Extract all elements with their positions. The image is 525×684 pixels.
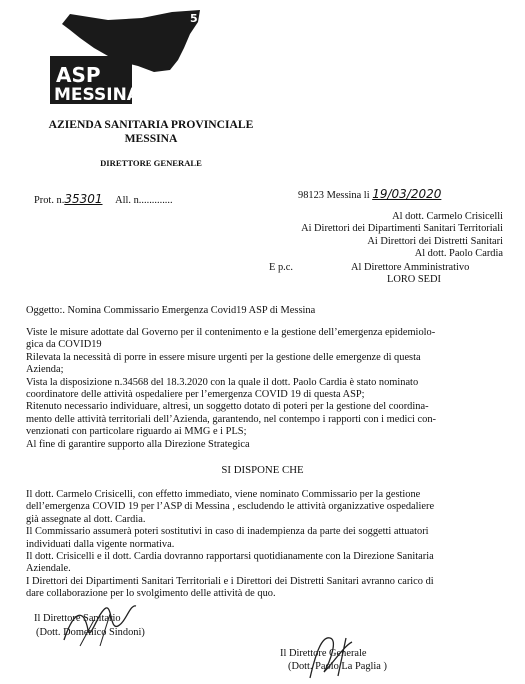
disposition-line: Il dott. Crisicelli e il dott. Cardia dovranno rapportarsi quotidianamente con la Direzione Sanitaria	[26, 551, 434, 563]
disposition-line: Aziendale.	[26, 563, 71, 575]
asp-messina-logo	[50, 8, 202, 104]
dispositions-block	[26, 489, 434, 601]
protocol-line	[34, 193, 173, 207]
recipient-line: Al dott. Carmelo Crisicelli	[392, 211, 503, 222]
org-name-line-1: AZIENDA SANITARIA PROVINCIALE	[48, 118, 254, 131]
date-value: 19/03/2020	[372, 187, 442, 201]
protocol-number: 35301	[64, 192, 103, 206]
cc-label: E p.c.	[269, 262, 293, 273]
svg-text:ASP: ASP	[56, 63, 101, 87]
recipients-block	[301, 211, 503, 261]
premise-line: Vista la disposizione n.34568 del 18.3.2020 con la quale il dott. Paolo Cardia è stato nominato	[26, 376, 419, 388]
disposition-line: già assegnate al dott. Cardia.	[26, 513, 146, 525]
disposition-line: dare collaborazione per lo svolgimento delle attività de quo.	[26, 588, 276, 600]
place-label: 98123 Messina li	[298, 190, 370, 201]
subject-line: Oggetto:. Nomina Commissario Emergenza Covid19 ASP di Messina	[26, 305, 316, 316]
department-heading: DIRETTORE GENERALE	[100, 158, 202, 168]
disposition-line: Il dott. Carmelo Crisicelli, con effetto immediato, viene nominato Commissario per la gestione	[26, 489, 421, 500]
premise-line: Azienda;	[26, 364, 64, 376]
left-signature-name: (Dott. Domenico Sindoni)	[36, 627, 145, 638]
recipient-line: Ai Direttori dei Distretti Sanitari	[367, 235, 503, 247]
premise-line: Al fine di garantire supporto alla Direzione Strategica	[26, 438, 250, 450]
sicily-map-icon	[50, 8, 202, 104]
premise-line: venzionati con particolare riguardo ai MMG e i PLS;	[26, 426, 247, 438]
premise-line: Rilevata la necessità di porre in essere misure urgenti per la gestione delle emergenze di questa	[26, 351, 421, 363]
disposition-line: I Direttori dei Dipartimenti Sanitari Territoriali e i Direttori dei Distretti Sanitari avranno carico di	[26, 575, 434, 587]
premise-line: coordinatore delle attività ospedaliere per l’emergenza COVID 19 di questa ASP;	[26, 389, 365, 401]
org-name-line-2: MESSINA	[124, 132, 178, 145]
handwritten-signature-left	[60, 600, 140, 650]
svg-text:MESSINA: MESSINA	[54, 85, 140, 104]
premise-line: gica da COVID19	[26, 339, 102, 351]
left-signature-title: Il Direttore Sanitario	[34, 613, 121, 624]
protocol-label: Prot. n.	[34, 195, 65, 206]
disposition-line: individuati dalla vigente normativa.	[26, 538, 175, 550]
premise-line: Ritenuto necessario individuare, altresì, un soggetto dotato di poteri per la gestione del coordina-	[26, 401, 429, 413]
recipient-line: Ai Direttori dei Dipartimenti Sanitari Territoriali	[301, 223, 503, 235]
premise-line: mento delle attività territoriali dell’Azienda, garantendo, nel contempo i rapporti con i medici con-	[26, 413, 436, 425]
premises-block	[26, 327, 436, 451]
handwritten-signature-right	[300, 632, 360, 682]
svg-text:5: 5	[190, 12, 198, 25]
right-signature-title: Il Direttore Generale	[280, 648, 367, 659]
dispone-heading: SI DISPONE CHE	[221, 464, 304, 476]
cc-line: LORO SEDI	[387, 274, 441, 285]
disposition-line: Il Commissario assumerà poteri sostitutivi in caso di inadempienza da parte dei soggetti attuatori	[26, 526, 429, 538]
recipient-line: Al dott. Paolo Cardia	[414, 248, 503, 260]
attachments-field: All. n.............	[115, 195, 173, 206]
disposition-line: dell’emergenza COVID 19 per l’ASP di Messina , escludendo le attività organizzative ospedaliere	[26, 501, 435, 513]
premise-line: Viste le misure adottate dal Governo per il contenimento e la gestione dell’emergenza epidemiolo-	[26, 327, 436, 338]
right-signature-name: (Dott. Paolo La Paglia )	[288, 661, 387, 672]
cc-line: Al Direttore Amministrativo	[351, 262, 470, 273]
place-date	[298, 188, 441, 202]
